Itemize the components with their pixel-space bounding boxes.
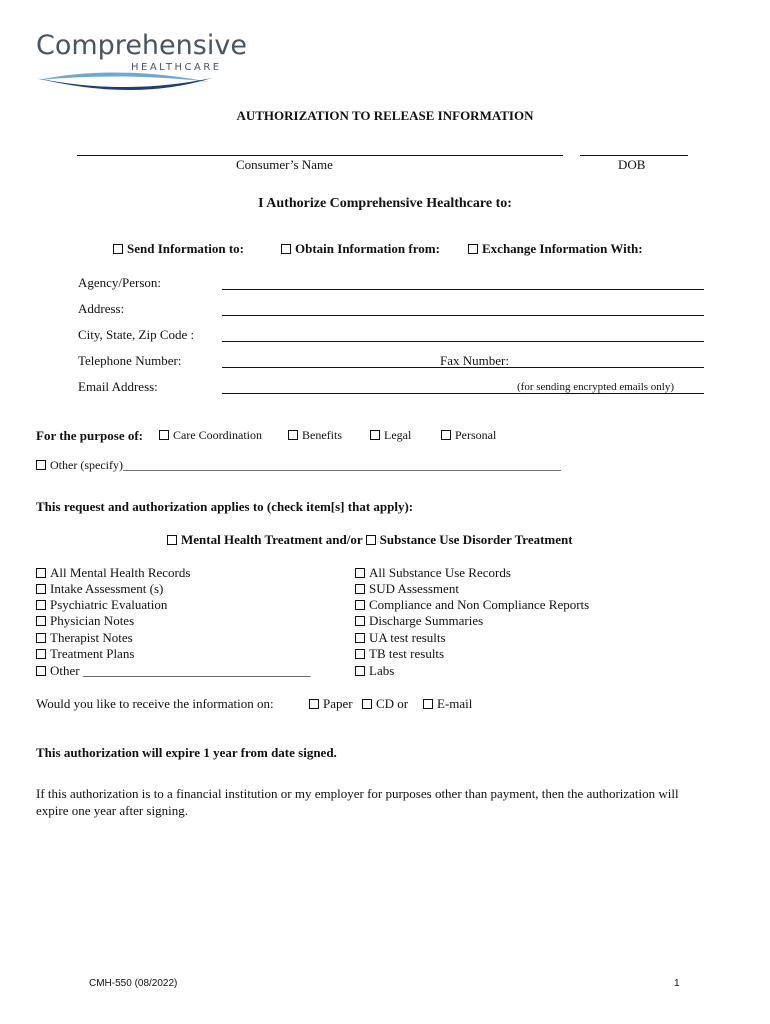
mental-health-label: Mental Health Treatment and/or (181, 532, 363, 547)
record-checkbox[interactable] (355, 568, 365, 578)
record-label: Discharge Summaries (369, 613, 484, 628)
address-field[interactable] (222, 315, 704, 316)
personal-checkbox[interactable] (441, 430, 451, 440)
paper-checkbox[interactable] (309, 699, 319, 709)
city-label: City, State, Zip Code : (78, 327, 195, 342)
logo-swoosh-icon (34, 66, 214, 94)
record-checkbox[interactable] (36, 568, 46, 578)
exchange-info-option[interactable] (468, 241, 643, 257)
record-label: All Mental Health Records (50, 565, 191, 580)
record-left-4[interactable] (36, 630, 133, 646)
exchange-checkbox[interactable] (468, 244, 478, 254)
telephone-label: Telephone Number: (78, 353, 182, 368)
record-checkbox[interactable] (355, 616, 365, 626)
expire-text-line-1: If this authorization is to a financial institution or my employer for purposes other than payment, then the authorization will (36, 786, 679, 801)
sud-treatment-checkbox[interactable] (366, 535, 376, 545)
email-field[interactable] (222, 393, 704, 394)
fax-label: Fax Number: (440, 353, 509, 368)
cd-checkbox[interactable] (362, 699, 372, 709)
record-label: Psychiatric Evaluation (50, 597, 168, 612)
purpose-label: For the purpose of: (36, 428, 144, 443)
record-label: Intake Assessment (s) (50, 581, 164, 596)
authorize-heading: I Authorize Comprehensive Healthcare to: (258, 196, 512, 211)
record-right-1[interactable] (355, 581, 459, 597)
agency-field[interactable] (222, 289, 704, 290)
logo-sub: HEALTHCARE (131, 62, 222, 73)
record-label: Therapist Notes (50, 630, 133, 645)
record-right-3[interactable] (355, 613, 483, 629)
address-label: Address: (78, 301, 125, 316)
applies-heading: This request and authorization applies to (check item[s] that apply): (36, 499, 414, 514)
treatment-options (167, 532, 573, 548)
purpose-care[interactable] (159, 428, 262, 443)
email-checkbox[interactable] (423, 699, 433, 709)
legal-checkbox[interactable] (370, 430, 380, 440)
record-label: Physician Notes (50, 613, 135, 628)
record-left-6[interactable] (36, 663, 310, 679)
record-label: Other ___________________________________ (50, 663, 311, 678)
record-checkbox[interactable] (355, 633, 365, 643)
record-checkbox[interactable] (355, 600, 365, 610)
receive-paper[interactable] (309, 696, 353, 712)
obtain-checkbox[interactable] (281, 244, 291, 254)
send-info-option[interactable] (113, 241, 244, 257)
telephone-fax-field[interactable] (222, 367, 704, 368)
receive-email[interactable] (423, 696, 472, 712)
other-purpose-label: Other (specify)_________________________________________________________________________ (50, 458, 561, 472)
record-checkbox[interactable] (36, 649, 46, 659)
expire-text-line-2: expire one year after signing. (36, 803, 188, 818)
page-number: 1 (674, 978, 680, 989)
record-label: UA test results (369, 630, 446, 645)
record-left-1[interactable] (36, 581, 163, 597)
record-checkbox[interactable] (36, 666, 46, 676)
send-checkbox[interactable] (113, 244, 123, 254)
record-right-2[interactable] (355, 597, 589, 613)
record-right-6[interactable] (355, 663, 394, 679)
dob-line[interactable] (580, 155, 688, 156)
receive-cd[interactable] (362, 696, 408, 712)
record-label: TB test results (369, 646, 445, 661)
legal-label: Legal (384, 428, 412, 442)
obtain-info-option[interactable] (281, 241, 440, 257)
purpose-personal[interactable] (441, 428, 496, 443)
record-checkbox[interactable] (36, 584, 46, 594)
purpose-other[interactable] (36, 458, 561, 473)
care-checkbox[interactable] (159, 430, 169, 440)
dob-label: DOB (618, 157, 646, 172)
record-left-0[interactable] (36, 565, 190, 581)
record-right-0[interactable] (355, 565, 511, 581)
consumer-name-label: Consumer’s Name (236, 157, 333, 172)
record-checkbox[interactable] (36, 616, 46, 626)
record-label: All Substance Use Records (369, 565, 511, 580)
benefits-label: Benefits (302, 428, 342, 442)
agency-label: Agency/Person: (78, 275, 162, 290)
form-id: CMH-550 (08/2022) (89, 978, 178, 989)
city-field[interactable] (222, 341, 704, 342)
record-label: Treatment Plans (50, 646, 135, 661)
record-checkbox[interactable] (355, 649, 365, 659)
receive-label: Would you like to receive the information on: (36, 696, 274, 711)
other-purpose-checkbox[interactable] (36, 460, 46, 470)
consumer-name-line[interactable] (77, 155, 563, 156)
logo-name: Comprehensive (36, 30, 247, 61)
record-left-2[interactable] (36, 597, 167, 613)
purpose-benefits[interactable] (288, 428, 342, 443)
send-label: Send Information to: (127, 241, 245, 256)
mental-health-checkbox[interactable] (167, 535, 177, 545)
cd-label: CD or (376, 696, 409, 711)
paper-label: Paper (323, 696, 353, 711)
page-title: AUTHORIZATION TO RELEASE INFORMATION (236, 108, 534, 123)
record-right-5[interactable] (355, 646, 444, 662)
record-checkbox[interactable] (36, 600, 46, 610)
email-label: Email Address: (78, 379, 158, 394)
personal-label: Personal (455, 428, 497, 442)
record-checkbox[interactable] (355, 666, 365, 676)
email-note: (for sending encrypted emails only) (517, 381, 675, 393)
record-left-3[interactable] (36, 613, 134, 629)
sud-treatment-label: Substance Use Disorder Treatment (379, 532, 573, 547)
record-label: Compliance and Non Compliance Reports (369, 597, 590, 612)
obtain-label: Obtain Information from: (295, 241, 440, 256)
record-checkbox[interactable] (355, 584, 365, 594)
email-receive-label: E-mail (437, 696, 473, 711)
benefits-checkbox[interactable] (288, 430, 298, 440)
record-label: Labs (369, 663, 395, 678)
expire-heading: This authorization will expire 1 year from date signed. (36, 745, 337, 760)
record-label: SUD Assessment (369, 581, 459, 596)
exchange-label: Exchange Information With: (482, 241, 643, 256)
record-right-4[interactable] (355, 630, 446, 646)
record-checkbox[interactable] (36, 633, 46, 643)
care-label: Care Coordination (173, 428, 262, 442)
record-left-5[interactable] (36, 646, 134, 662)
purpose-legal[interactable] (370, 428, 411, 443)
